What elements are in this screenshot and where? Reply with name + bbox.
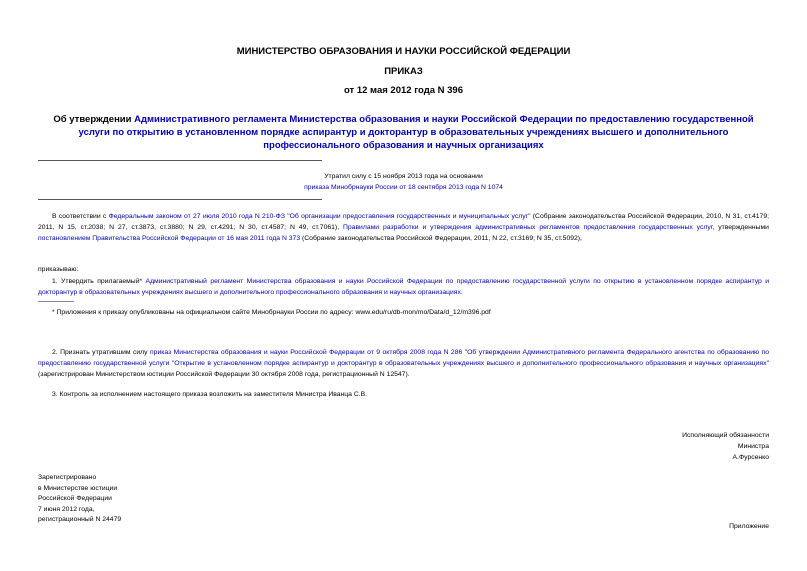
signature-position: Исполняющий обязанности (682, 432, 769, 439)
preamble-paragraph (38, 211, 769, 244)
government-decree-link[interactable]: постановлением Правительства Российской Федерации от 16 мая 2011 года N 373 (38, 235, 301, 242)
item-1 (38, 276, 769, 298)
lost-force-link[interactable]: приказа Минобрнауки России от 18 сентября 2013 года N 1074 (304, 184, 503, 191)
registration-line-4: 7 июня 2012 года, (38, 505, 95, 513)
title-prefix: Об утверждении (53, 114, 135, 125)
item-1-end: . (460, 289, 463, 296)
registration-block (38, 473, 121, 526)
preamble-text-3: , утвержденными (712, 224, 769, 231)
doc-type-heading: ПРИКАЗ (384, 66, 423, 77)
footnote-divider (38, 301, 74, 302)
registration-line-2: в Министерстве юстиции (38, 484, 118, 492)
title-regulation-link[interactable]: Административного регламента Министерства образования и науки Российской Федерации по предоставлению государственной услуги по открытию в установленном порядке аспирантур и докторантур в образовательных учреждениях высшего и дополнительного профессионального образования и научных организациях (78, 114, 754, 151)
item-1-regulation-link[interactable]: Административный регламент Министерства образования и науки Российской Федерации по предоставлению государственной услуги по открытию в установленном порядке аспирантур и докторантур в образовательных учреждениях высшего и дополнительного профессионального образования и научных организациях (38, 278, 769, 296)
signature-block (682, 430, 769, 463)
lost-force-notice (230, 171, 577, 193)
doc-date-number: от 12 мая 2012 года N 396 (343, 85, 464, 96)
ministry-heading: МИНИСТЕРСТВО ОБРАЗОВАНИЯ И НАУКИ РОССИЙСКОЙ ФЕДЕРАЦИИ (236, 46, 571, 57)
item-2-order-link[interactable]: приказ Министерства образования и науки Российской Федерации от 9 октября 2008 года N 286 "Об утверждении Административного регламента Федерального агентства по образованию по предоставлению государственной услуги "Открытие в установленном порядке аспирантур и докторантур в образовательных учреждениях высшего и дополнительного профессионального образования и научных организациях" (38, 349, 769, 367)
item-2 (38, 347, 769, 380)
divider-top (38, 160, 322, 161)
lost-force-text: Утратил силу с 15 ноября 2013 года на основании (324, 173, 483, 180)
rules-link[interactable]: Правилами разработки и утверждения административных регламентов предоставления государственных услуг (343, 224, 713, 231)
registration-line-3: Российской Федерации (38, 495, 112, 502)
appendix-label: Приложение (729, 523, 769, 530)
signature-role: Министра (737, 443, 769, 450)
item-2-end: (зарегистрирован Министерством юстиции Российской Федерации 30 октября 2008 года, регистрационный N 12547). (38, 371, 410, 378)
footnote: * Приложения к приказу опубликованы на официальном сайте Минобрнауки России по адресу: www.edu/ru/db-mon/mo/Data/d_12/m396.pdf (52, 309, 491, 316)
item-1-text: 1. Утвердить прилагаемый* (52, 278, 146, 285)
registration-line-5: регистрационный N 24479 (38, 516, 122, 523)
registration-line-1: Зарегистрировано (38, 474, 97, 481)
preamble-text-4: (Собрание законодательства Российской Федерации, 2011, N 22, ст.3169; N 35, ст.5092), (300, 235, 582, 242)
divider-bottom (38, 199, 322, 200)
item-3: 3. Контроль за исполнением настоящего приказа возложить на заместителя Министра Иванца С.В. (52, 391, 368, 398)
preamble-text-1: В соответствии с (52, 213, 109, 220)
federal-law-link[interactable]: Федеральным законом от 27 июля 2010 года N 210-ФЗ "Об организации предоставления государственных и муниципальных услуг" (108, 213, 531, 220)
preamble-text-2: (Собрание законодательства Российской Федерации, 2010, N 31, ст.4179; 2011, N 15, ст.2038; N 27, ст.3873, ст.3880; N 29, ст.4291; N 30, ст.4587; N 49, ст.7061), (38, 213, 769, 231)
order-word: приказываю: (38, 266, 79, 273)
document-title (38, 113, 769, 152)
signature-name: А.Фурсенко (732, 454, 769, 461)
item-2-text: 2. Признать утратившим силу (52, 349, 150, 356)
